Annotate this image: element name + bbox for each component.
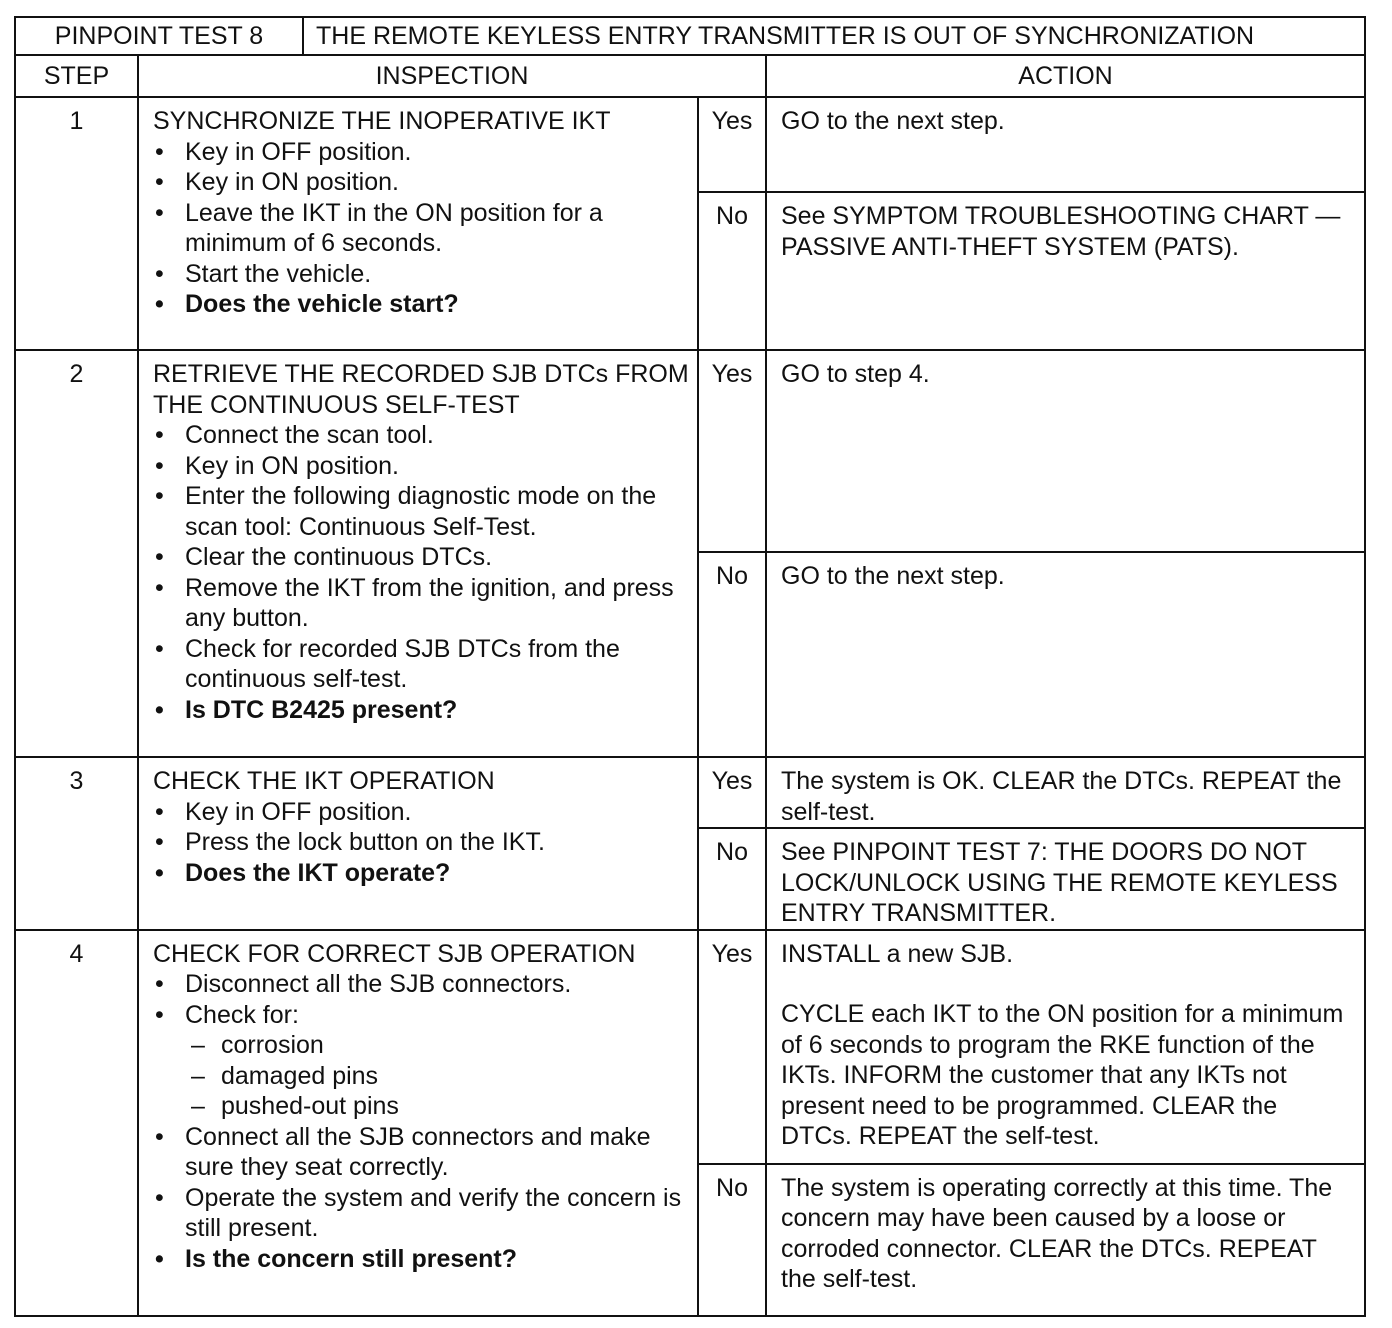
no-action: The system is operating correctly at this time. The concern may have been caused by a loose or corroded connector. CLEAR the DTCs. REPEAT the self-test. [766,1164,1365,1316]
step-column-header: STEP [15,55,138,97]
step-question: • Is DTC B2425 present? [153,695,691,726]
yes-action: GO to the next step. [766,97,1365,192]
bullet-item: • Enter the following diagnostic mode on the scan tool: Continuous Self-Test. [153,481,691,542]
paragraph-gap [781,969,1354,999]
step-4-bullet-list [153,969,691,1274]
title-row [15,17,1365,55]
bullet-item: • Start the vehicle. [153,259,691,290]
step-2-inspection [138,350,698,757]
bullet-item [153,1000,691,1122]
bullet-item: • Remove the IKT from the ignition, and press any button. [153,573,691,634]
step-3-inspection [138,757,698,930]
yes-action: The system is OK. CLEAR the DTCs. REPEAT the self-test. [766,757,1365,828]
yes-label: Yes [698,757,766,828]
sub-bullet-item: – damaged pins [185,1061,691,1092]
step-question: • Does the vehicle start? [153,289,691,320]
step-number: 4 [15,930,138,1316]
bullet-item: • Leave the IKT in the ON position for a minimum of 6 seconds. [153,198,691,259]
yes-action-line-1: INSTALL a new SJB. [781,939,1014,968]
yes-label: Yes [698,930,766,1164]
step-heading: CHECK FOR CORRECT SJB OPERATION [153,939,636,968]
no-action: GO to the next step. [766,552,1365,757]
yes-label: Yes [698,97,766,192]
bullet-item: • Key in ON position. [153,167,691,198]
bullet-item: • Operate the system and verify the concern is still present. [153,1183,691,1244]
bullet-item: • Connect the scan tool. [153,420,691,451]
sub-bullet-list [185,1030,691,1122]
yes-label: Yes [698,350,766,552]
step-heading: RETRIEVE THE RECORDED SJB DTCs FROM THE CONTINUOUS SELF-TEST [153,360,689,419]
bullet-item-label: Check for: [185,1000,299,1029]
bullet-item: • Key in OFF position. [153,797,691,828]
step-question: • Does the IKT operate? [153,858,691,889]
bullet-item: • Key in ON position. [153,451,691,482]
step-2-yes-row [15,350,1365,552]
step-4-inspection [138,930,698,1316]
bullet-item: • Check for recorded SJB DTCs from the continuous self-test. [153,634,691,695]
bullet-item: • Clear the continuous DTCs. [153,542,691,573]
bullet-item: • Disconnect all the SJB connectors. [153,969,691,1000]
column-header-row [15,55,1365,97]
yes-action: GO to step 4. [766,350,1365,552]
bullet-item: • Connect all the SJB connectors and make sure they seat correctly. [153,1122,691,1183]
sub-bullet-item: – pushed-out pins [185,1091,691,1122]
step-question: • Is the concern still present? [153,1244,691,1275]
step-heading: CHECK THE IKT OPERATION [153,767,495,795]
no-label: No [698,192,766,350]
step-4-yes-row [15,930,1365,1164]
step-1-inspection [138,97,698,350]
step-number: 1 [15,97,138,350]
action-column-header: ACTION [766,55,1365,97]
yes-action [766,930,1365,1164]
sub-bullet-item: – corrosion [185,1030,691,1061]
pinpoint-test-table [14,16,1366,1317]
step-1-yes-row [15,97,1365,192]
step-number: 3 [15,757,138,930]
step-3-bullet-list [153,797,691,889]
inspection-column-header: INSPECTION [138,55,766,97]
no-label: No [698,552,766,757]
step-number: 2 [15,350,138,757]
no-label: No [698,1164,766,1316]
no-label: No [698,828,766,930]
step-3-yes-row [15,757,1365,828]
test-title: THE REMOTE KEYLESS ENTRY TRANSMITTER IS OUT OF SYNCHRONIZATION [303,17,1365,55]
step-1-bullet-list [153,137,691,320]
yes-action-line-2: CYCLE each IKT to the ON position for a minimum of 6 seconds to program the RKE function of the IKTs. INFORM the customer that any IKTs not present need to be programmed. CLEAR the DTCs. REPEAT the self-test. [781,1000,1344,1150]
step-2-bullet-list [153,420,691,725]
bullet-item: • Press the lock button on the IKT. [153,827,691,858]
no-action: See PINPOINT TEST 7: THE DOORS DO NOT LOCK/UNLOCK USING THE REMOTE KEYLESS ENTRY TRANSMITTER. [766,828,1365,930]
no-action: See SYMPTOM TROUBLESHOOTING CHART — PASSIVE ANTI-THEFT SYSTEM (PATS). [766,192,1365,350]
test-id: PINPOINT TEST 8 [15,17,303,55]
step-heading: SYNCHRONIZE THE INOPERATIVE IKT [153,107,611,135]
pinpoint-test-document [14,16,1364,1312]
bullet-item: • Key in OFF position. [153,137,691,168]
